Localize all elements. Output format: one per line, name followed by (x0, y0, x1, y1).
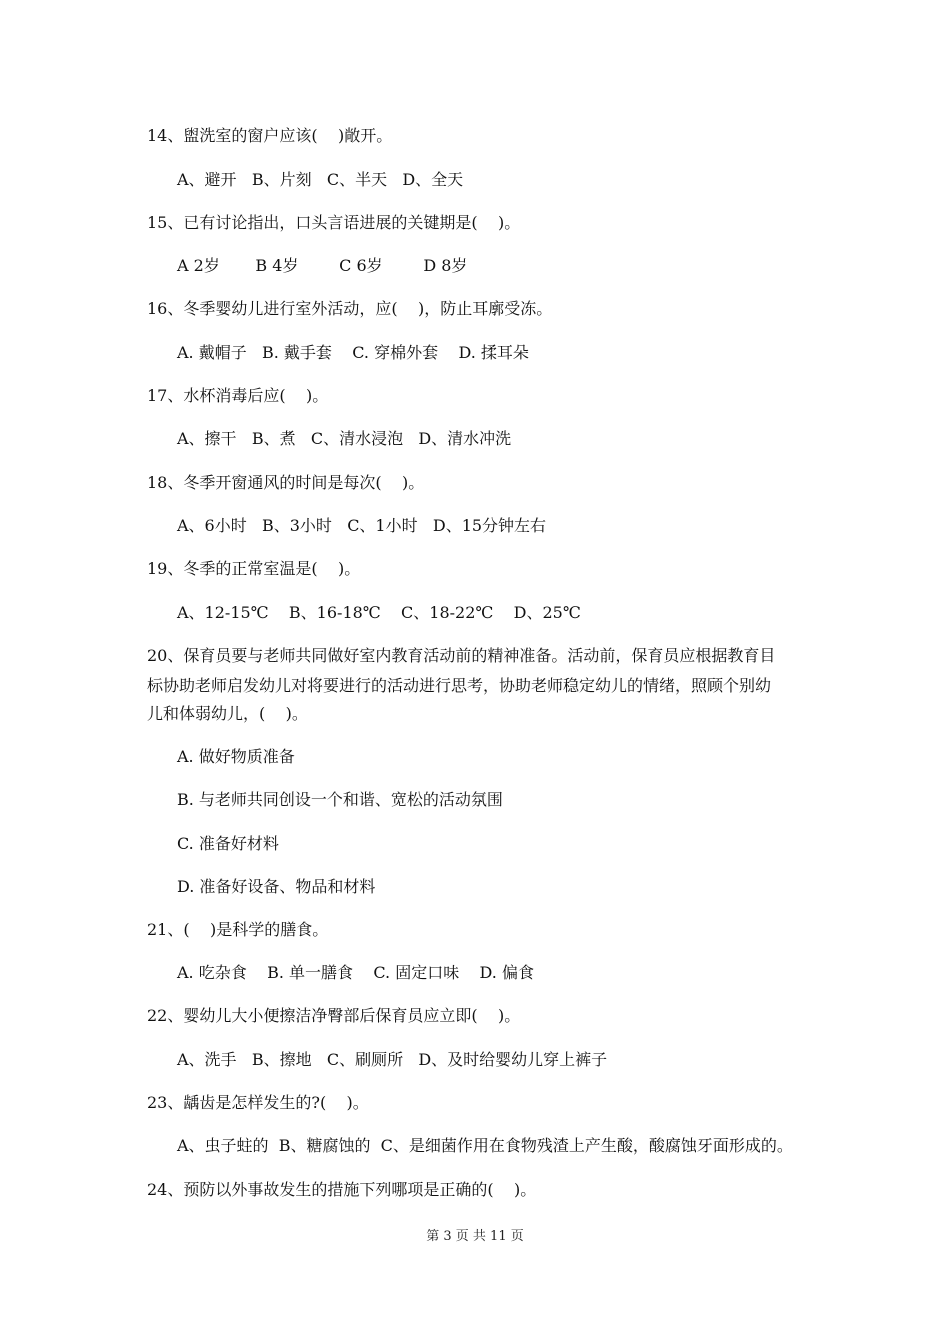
question-20-option-a: A. 做好物质准备 (177, 747, 295, 766)
question-20-option-c: C. 准备好材料 (177, 834, 279, 853)
question-23: 23、龋齿是怎样发生的?( )。 (147, 1093, 369, 1112)
question-14: 14、盥洗室的窗户应该( )敞开。 (147, 126, 393, 145)
question-20-option-b: B. 与老师共同创设一个和谐、宽松的活动氛围 (177, 790, 503, 809)
question-20-line-1: 20、保育员要与老师共同做好室内教育活动前的精神准备。活动前，保育员应根据教育目 (147, 646, 776, 665)
question-23-options: A、虫子蛀的 B、糖腐蚀的 C、是细菌作用在食物残渣上产生酸，酸腐蚀牙面形成的。 (177, 1136, 793, 1155)
question-15: 15、已有讨论指出，口头言语进展的关键期是( )。 (147, 213, 521, 232)
question-17: 17、水杯消毒后应( )。 (147, 386, 329, 405)
question-22: 22、婴幼儿大小便擦洁净臀部后保育员应立即( )。 (147, 1006, 521, 1025)
question-20-option-d: D. 准备好设备、物品和材料 (177, 877, 376, 896)
question-17-options: A、擦干 B、煮 C、清水浸泡 D、清水冲洗 (177, 429, 512, 448)
question-14-options: A、避开 B、片刻 C、半天 D、全天 (177, 170, 464, 189)
question-19: 19、冬季的正常室温是( )。 (147, 559, 361, 578)
question-18: 18、冬季开窗通风的时间是每次( )。 (147, 473, 425, 492)
question-16-options: A. 戴帽子 B. 戴手套 C. 穿棉外套 D. 揉耳朵 (177, 343, 529, 362)
page-footer: 第 3 页 共 11 页 (426, 1229, 524, 1244)
question-22-options: A、洗手 B、擦地 C、刷厕所 D、及时给婴幼儿穿上裤子 (177, 1050, 608, 1069)
question-19-options: A、12-15℃ B、16-18℃ C、18-22℃ D、25℃ (177, 603, 581, 622)
question-21: 21、( )是科学的膳食。 (147, 920, 329, 939)
question-18-options: A、6小时 B、3小时 C、1小时 D、15分钟左右 (177, 516, 547, 535)
question-15-options: A 2岁 B 4岁 C 6岁 D 8岁 (177, 256, 468, 275)
question-20-line-3: 儿和体弱幼儿，( )。 (147, 704, 308, 723)
question-16: 16、冬季婴幼儿进行室外活动，应( )，防止耳廓受冻。 (147, 299, 553, 318)
question-20-line-2: 标协助老师启发幼儿对将要进行的活动进行思考，协助老师稳定幼儿的情绪，照顾个别幼 (147, 676, 772, 695)
question-24: 24、预防以外事故发生的措施下列哪项是正确的( )。 (147, 1180, 537, 1199)
question-21-options: A. 吃杂食 B. 单一膳食 C. 固定口味 D. 偏食 (177, 963, 534, 982)
